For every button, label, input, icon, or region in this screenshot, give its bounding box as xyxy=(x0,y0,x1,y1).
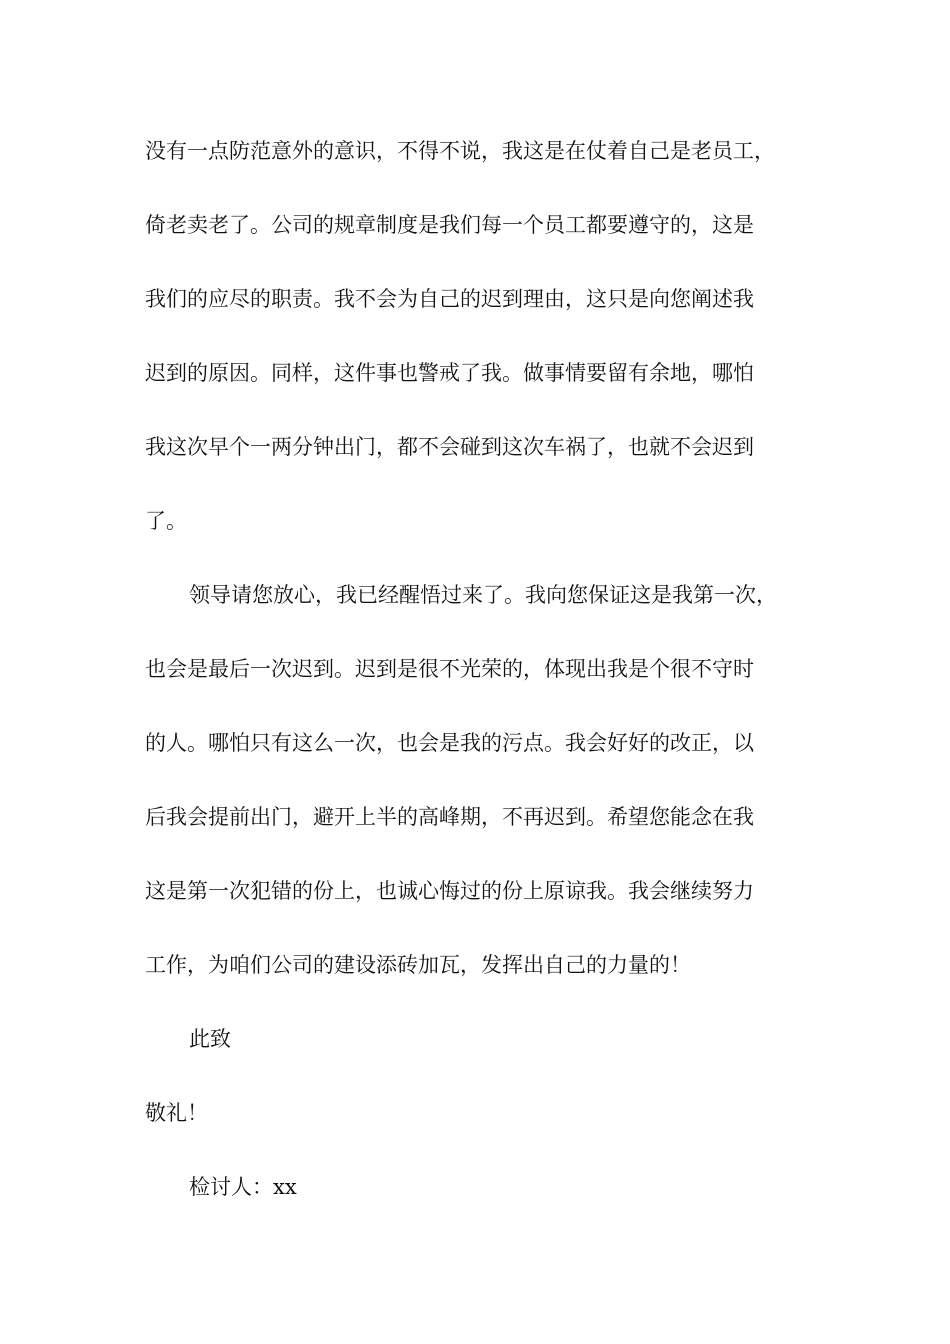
closing-salutation: 此致 xyxy=(189,1027,231,1051)
letter-body xyxy=(145,130,825,1240)
text-line: 我这次早个一两分钟出门，都不会碰到这次车祸了，也就不会迟到 xyxy=(145,435,754,459)
text-line: 这是第一次犯错的份上，也诚心悔过的份上原谅我。我会继续努力 xyxy=(145,879,754,903)
text-line: 了。 xyxy=(145,509,187,533)
text-line: 迟到的原因。同样，这件事也警戒了我。做事情要留有余地，哪怕 xyxy=(145,361,754,385)
text-line: 后我会提前出门，避开上半的高峰期，不再迟到。希望您能念在我 xyxy=(145,805,754,829)
text-line: 没有一点防范意外的意识，不得不说，我这是在仗着自己是老员工， xyxy=(145,139,775,163)
signature-line: 检讨人：xx xyxy=(189,1175,297,1199)
text-line: 工作，为咱们公司的建设添砖加瓦，发挥出自己的力量的！ xyxy=(145,953,691,977)
text-line: 倚老卖老了。公司的规章制度是我们每一个员工都要遵守的，这是 xyxy=(145,213,754,237)
text-line: 也会是最后一次迟到。迟到是很不光荣的，体现出我是个很不守时 xyxy=(145,657,754,681)
text-line: 的人。哪怕只有这么一次，也会是我的污点。我会好好的改正，以 xyxy=(145,731,754,755)
text-line: 我们的应尽的职责。我不会为自己的迟到理由，这只是向您阐述我 xyxy=(145,287,754,311)
closing-regards: 敬礼！ xyxy=(145,1101,208,1125)
paragraph-start-line: 领导请您放心，我已经醒悟过来了。我向您保证这是我第一次， xyxy=(189,583,777,607)
